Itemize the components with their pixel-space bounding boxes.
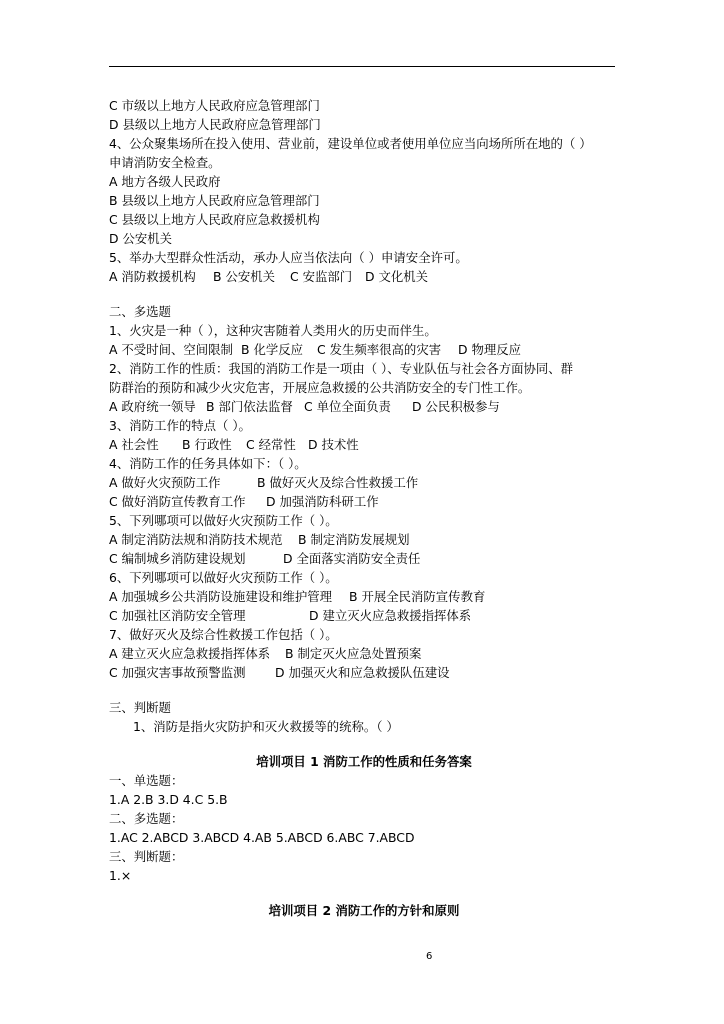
options-row <box>109 587 619 606</box>
option: C 加强灾害事故预警监测 <box>109 665 246 680</box>
option: B 开展全民消防宣传教育 <box>349 589 486 604</box>
options-row <box>109 549 619 568</box>
option: B 制定消防发展规划 <box>298 532 410 547</box>
option: D 技术性 <box>308 437 359 452</box>
section-heading: 一、单选题： <box>109 773 184 788</box>
option-line: D 公安机关 <box>109 231 173 246</box>
option-line: C 县级以上地方人民政府应急救援机构 <box>109 212 320 227</box>
question-text: 申请消防安全检查。 <box>109 155 221 170</box>
options-row <box>109 644 619 663</box>
option-line: B 县级以上地方人民政府应急管理部门 <box>109 193 320 208</box>
options-row <box>109 473 619 492</box>
next-section-title: 培训项目 2 消防工作的方针和原则 <box>268 903 460 918</box>
question-text: 3、消防工作的特点（ ）。 <box>109 418 251 433</box>
question-text: 7、做好灭火及综合性救援工作包括（ ）。 <box>109 627 338 642</box>
option: C 加强社区消防安全管理 <box>109 608 246 623</box>
page-number: 6 <box>426 951 433 962</box>
option: D 物理反应 <box>458 342 522 357</box>
option: C 发生频率很高的灾害 <box>317 342 442 357</box>
option: B 行政性 <box>182 437 232 452</box>
option: A 社会性 <box>109 437 159 452</box>
options-row <box>109 397 619 416</box>
option-line: D 县级以上地方人民政府应急管理部门 <box>109 117 321 132</box>
option: D 加强消防科研工作 <box>266 494 379 509</box>
option: C 做好消防宣传教育工作 <box>109 494 246 509</box>
option: A 不受时间、空间限制 <box>109 342 233 357</box>
answer-line: 1.× <box>109 868 132 883</box>
answer-line: 1.A 2.B 3.D 4.C 5.B <box>109 792 228 807</box>
option: A 政府统一领导 <box>109 399 196 414</box>
question-text: 2、消防工作的性质：我国的消防工作是一项由（ ）、专业队伍与社会各方面协同、群 <box>109 361 574 376</box>
option: D 文化机关 <box>365 269 429 284</box>
options-row <box>109 492 619 511</box>
option: C 单位全面负责 <box>304 399 391 414</box>
option: B 部门依法监督 <box>206 399 293 414</box>
question-text: 4、消防工作的任务具体如下：（ ）。 <box>109 456 307 471</box>
option: A 建立灭火应急救援指挥体系 <box>109 646 271 661</box>
question-text: 5、举办大型群众性活动，承办人应当依法向（ ）申请安全许可。 <box>109 250 468 265</box>
options-row <box>109 530 619 549</box>
option-line: A 地方各级人民政府 <box>109 174 221 189</box>
option: C 安监部门 <box>290 269 353 284</box>
options-row <box>109 606 619 625</box>
option: C 编制城乡消防建设规划 <box>109 551 246 566</box>
section-heading: 二、多选题： <box>109 811 184 826</box>
option: B 做好灭火及综合性救援工作 <box>257 475 419 490</box>
question-text: 1、火灾是一种（ ），这种灾害随着人类用火的历史而伴生。 <box>109 323 437 338</box>
question-text: 5、下列哪项可以做好火灾预防工作（ ）。 <box>109 513 338 528</box>
option: C 经常性 <box>246 437 296 452</box>
answer-line: 1.AC 2.ABCD 3.ABCD 4.AB 5.ABCD 6.ABC 7.ABCD <box>109 830 415 845</box>
document-body <box>109 96 619 920</box>
option: D 加强灭火和应急救援队伍建设 <box>275 665 450 680</box>
question-text: 防群治的预防和减少火灾危害，开展应急救援的公共消防安全的专门性工作。 <box>109 380 531 395</box>
option: D 全面落实消防安全责任 <box>283 551 421 566</box>
option: D 公民积极参与 <box>412 399 500 414</box>
section-heading: 三、判断题 <box>109 700 171 715</box>
option: A 做好火灾预防工作 <box>109 475 221 490</box>
option: B 化学反应 <box>241 342 304 357</box>
question-text: 4、公众聚集场所在投入使用、营业前，建设单位或者使用单位应当向场所所在地的（ ） <box>109 136 592 151</box>
section-heading: 二、多选题 <box>109 304 171 319</box>
options-row <box>109 267 619 286</box>
question-text: 1、消防是指火灾防护和灭火救援等的统称。（ ） <box>133 719 399 734</box>
option: A 消防救援机构 <box>109 269 196 284</box>
section-heading: 三、判断题： <box>109 849 184 864</box>
options-row <box>109 340 619 359</box>
question-text: 6、下列哪项可以做好火灾预防工作（ ）。 <box>109 570 338 585</box>
options-row <box>109 663 619 682</box>
option: D 建立灭火应急救援指挥体系 <box>309 608 472 623</box>
option-line: C 市级以上地方人民政府应急管理部门 <box>109 98 320 113</box>
answers-title: 培训项目 1 消防工作的性质和任务答案 <box>256 754 472 769</box>
header-rule <box>109 66 615 67</box>
option: A 加强城乡公共消防设施建设和维护管理 <box>109 589 333 604</box>
options-row <box>109 435 619 454</box>
option: B 公安机关 <box>213 269 276 284</box>
option: B 制定灭火应急处置预案 <box>285 646 422 661</box>
option: A 制定消防法规和消防技术规范 <box>109 532 283 547</box>
